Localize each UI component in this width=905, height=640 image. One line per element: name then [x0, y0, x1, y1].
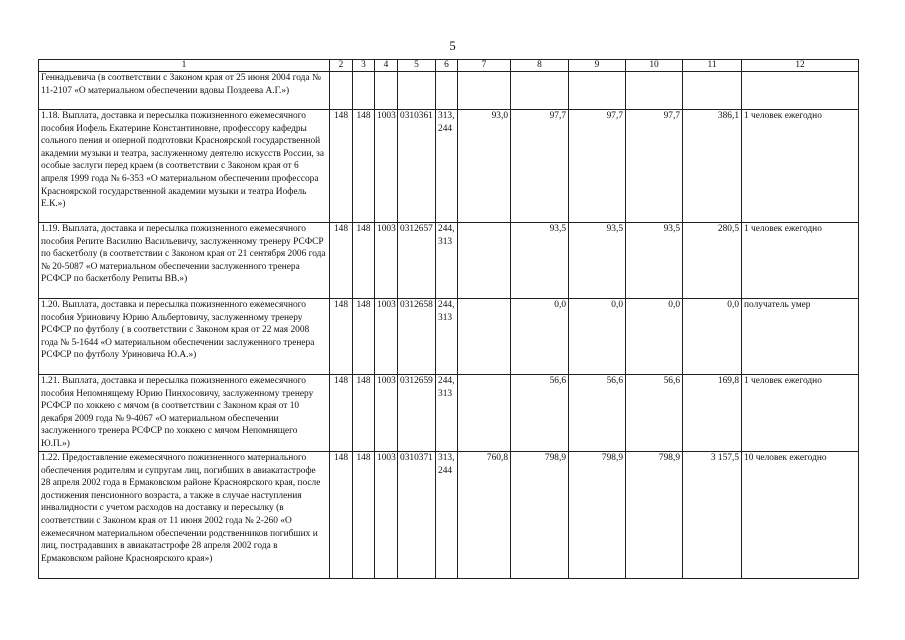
cell-col9: 0,0: [569, 299, 626, 375]
cell-col9: 798,9: [569, 452, 626, 579]
column-header: 6: [436, 60, 458, 72]
column-header: 3: [353, 60, 375, 72]
column-header: 12: [742, 60, 859, 72]
cell-col4: 1003: [375, 375, 398, 452]
cell-col3: 148: [353, 452, 375, 579]
cell-col4: [375, 72, 398, 110]
cell-col7: [458, 223, 511, 299]
cell-col6: 244, 313: [436, 375, 458, 452]
cell-col10: 97,7: [626, 110, 683, 223]
table-row: [39, 452, 859, 579]
table-row: [39, 223, 859, 299]
cell-col10: 56,6: [626, 375, 683, 452]
cell-col10: 93,5: [626, 223, 683, 299]
cell-col2: 148: [330, 223, 353, 299]
cell-col9: [569, 72, 626, 110]
column-header: 5: [398, 60, 436, 72]
cell-col11: [683, 72, 742, 110]
cell-col4: 1003: [375, 299, 398, 375]
cell-col5: [398, 72, 436, 110]
cell-col2: 148: [330, 452, 353, 579]
cell-col10: [626, 72, 683, 110]
cell-col7: [458, 299, 511, 375]
table-row: [39, 299, 859, 375]
row-description: 1.20. Выплата, доставка и пересылка пожизненного ежемесячного пособия Уриновичу Юрию Альбертовичу, заслуженному тренеру РСФСР по футболу ( в соответствии с Законом края от 22 мая 2008 года № 5-1644 «О материальном обеспечении заслуженного тренера РСФСР по футболу Уриновича Ю.А.»): [39, 299, 330, 375]
cell-col10: 798,9: [626, 452, 683, 579]
cell-col11: 386,1: [683, 110, 742, 223]
cell-col3: 148: [353, 375, 375, 452]
cell-col6: 244, 313: [436, 299, 458, 375]
column-header: 2: [330, 60, 353, 72]
column-header: 1: [39, 60, 330, 72]
cell-col12: 1 человек ежегодно: [742, 223, 859, 299]
cell-col6: 313, 244: [436, 452, 458, 579]
cell-col5: 0310371: [398, 452, 436, 579]
row-description: 1.22. Предоставление ежемесячного пожизненного материального обеспечения родителям и супругам лиц, погибших в авиакатастрофе 28 апреля 2002 года в Ермаковском районе Красноярского края, после достижения пенсионного возраста, а также в случае наступления инвалидности с учетом расходов на доставку и пересылку (в соответствии с Законом края от 11 июня 2002 года № 2-260 «О ежемесячном материальном обеспечении родственников погибших и лиц, пострадавших в авиакатастрофе 28 апреля 2002 года в Ермаковском районе Красноярского края»): [39, 452, 330, 579]
page-number: 5: [449, 38, 456, 53]
cell-col2: 148: [330, 375, 353, 452]
cell-col3: 148: [353, 223, 375, 299]
cell-col12: получатель умер: [742, 299, 859, 375]
cell-col9: 93,5: [569, 223, 626, 299]
cell-col6: 313, 244: [436, 110, 458, 223]
cell-col8: [511, 72, 569, 110]
cell-col12: 10 человек ежегодно: [742, 452, 859, 579]
cell-col8: 0,0: [511, 299, 569, 375]
cell-col11: 169,8: [683, 375, 742, 452]
budget-table: [38, 59, 859, 579]
cell-col7: [458, 72, 511, 110]
cell-col10: 0,0: [626, 299, 683, 375]
table-row: [39, 110, 859, 223]
cell-col5: 0312658: [398, 299, 436, 375]
row-description: Геннадьевича (в соответствии с Законом края от 25 июня 2004 года № 11-2107 «О материальном обеспечении вдовы Поздеева А.Г.»): [39, 72, 330, 110]
cell-col8: 798,9: [511, 452, 569, 579]
cell-col6: [436, 72, 458, 110]
table-header-row: [39, 60, 859, 72]
cell-col4: 1003: [375, 452, 398, 579]
row-description: 1.18. Выплата, доставка и пересылка пожизненного ежемесячного пособия Иофель Екатерине Константиновне, профессору кафедры сольного пения и оперной подготовки Красноярской государственной академии музыки и театра, заслуженному деятелю искусств России, за особые заслуги перед краем (в соответствии с Законом края от 6 апреля 1999 года № 6-353 «О материальном обеспечении профессора Красноярской государственной академии музыки и театра Иофель Е.К.»): [39, 110, 330, 223]
cell-col9: 56,6: [569, 375, 626, 452]
cell-col7: 760,8: [458, 452, 511, 579]
cell-col5: 0312659: [398, 375, 436, 452]
cell-col4: 1003: [375, 110, 398, 223]
column-header: 10: [626, 60, 683, 72]
cell-col5: 0312657: [398, 223, 436, 299]
cell-col11: 280,5: [683, 223, 742, 299]
cell-col12: [742, 72, 859, 110]
cell-col12: 1 человек ежегодно: [742, 375, 859, 452]
row-description: 1.19. Выплата, доставка и пересылка пожизненного ежемесячного пособия Репите Василию Васильевичу, заслуженному тренеру РСФСР по баскетболу (в соответствии с Законом края от 21 сентября 2006 года № 20-5087 «О материальном обеспечении заслуженного тренера РСФСР по баскетболу Репиты ВВ.»): [39, 223, 330, 299]
cell-col7: 93,0: [458, 110, 511, 223]
cell-col6: 244, 313: [436, 223, 458, 299]
cell-col7: [458, 375, 511, 452]
column-header: 4: [375, 60, 398, 72]
column-header: 7: [458, 60, 511, 72]
cell-col2: 148: [330, 299, 353, 375]
cell-col2: 148: [330, 110, 353, 223]
cell-col3: 148: [353, 110, 375, 223]
cell-col5: 0310361: [398, 110, 436, 223]
cell-col4: 1003: [375, 223, 398, 299]
cell-col11: 0,0: [683, 299, 742, 375]
cell-col2: [330, 72, 353, 110]
cell-col8: 97,7: [511, 110, 569, 223]
cell-col8: 56,6: [511, 375, 569, 452]
column-header: 8: [511, 60, 569, 72]
cell-col9: 97,7: [569, 110, 626, 223]
cell-col3: [353, 72, 375, 110]
table-row: [39, 72, 859, 110]
cell-col3: 148: [353, 299, 375, 375]
cell-col11: 3 157,5: [683, 452, 742, 579]
cell-col8: 93,5: [511, 223, 569, 299]
cell-col12: 1 человек ежегодно: [742, 110, 859, 223]
row-description: 1.21. Выплата, доставка и пересылка пожизненного ежемесячного пособия Непомнящему Юрию Пинхосовичу, заслуженному тренеру РСФСР по хоккею с мячом (в соответствии с Законом края от 10 декабря 2009 года № 9-4067 «О материальном обеспечении заслуженного тренера РСФСР по хоккею с мячом Непомнящего Ю.П.»): [39, 375, 330, 452]
column-header: 11: [683, 60, 742, 72]
column-header: 9: [569, 60, 626, 72]
table-row: [39, 375, 859, 452]
